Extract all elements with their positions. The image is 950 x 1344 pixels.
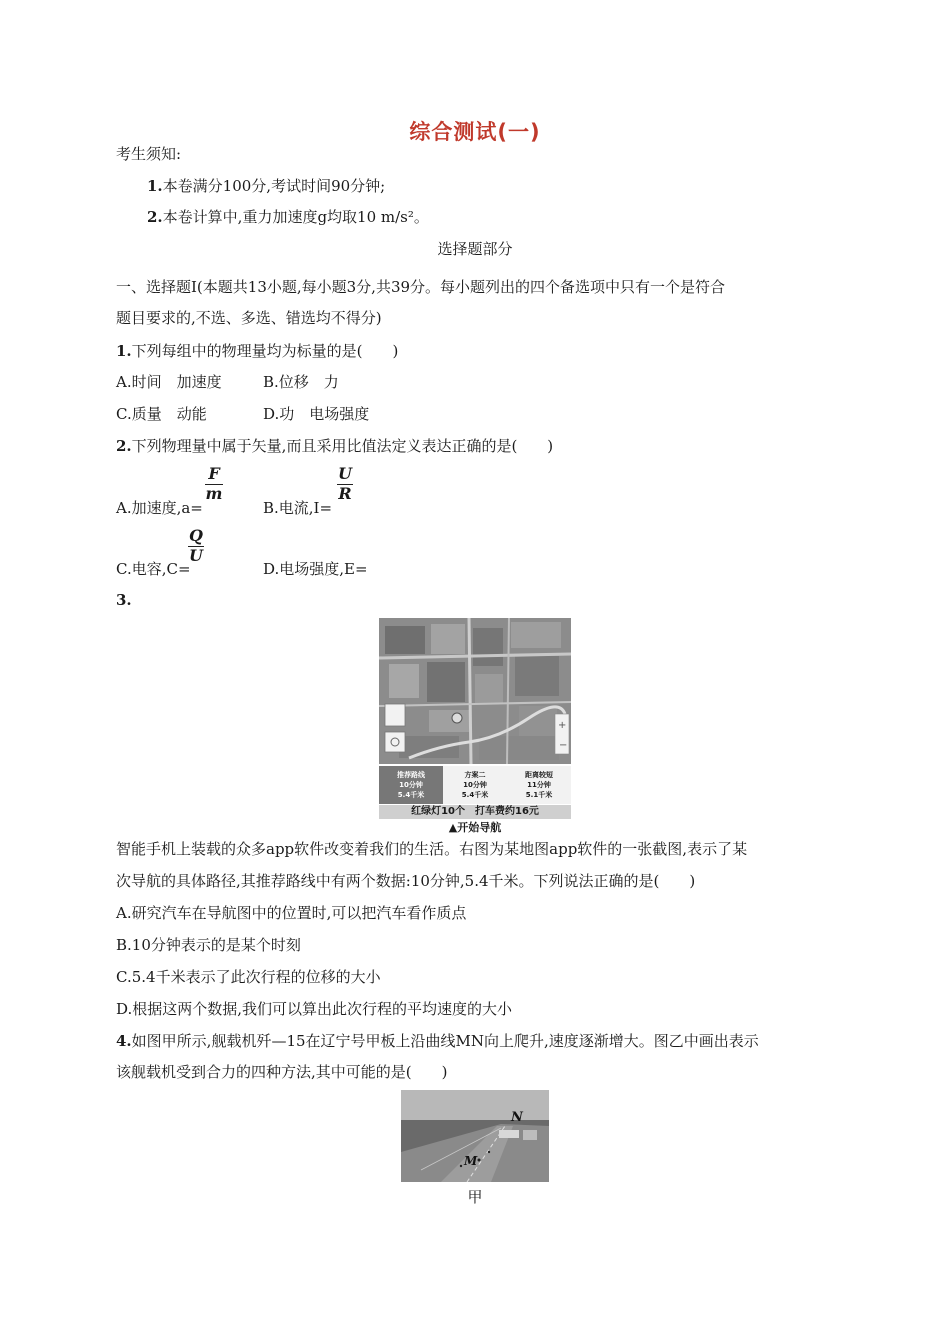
route-name: 方案二	[464, 771, 486, 779]
carrier-deck-image	[401, 1090, 549, 1182]
q4-stem-line-1	[116, 1030, 759, 1051]
q3-option-b: B.10分钟表示的是某个时刻	[116, 936, 301, 954]
q3-number: 3.	[116, 591, 132, 609]
q1-option-b: B.位移 力	[263, 373, 339, 391]
route-option-shorter[interactable]	[507, 766, 571, 804]
q2-b-denominator: R	[338, 484, 352, 503]
q2-option-b: B.电流,I=	[263, 499, 333, 517]
part1-line-1: 一、选择题Ⅰ(本题共13小题,每小题3分,共39分。每小题列出的四个备选项中只有一个是符合	[116, 278, 726, 296]
route-distance: 5.4千米	[397, 791, 425, 799]
q2-option-a-fraction	[205, 464, 223, 503]
q1-stem-text: 下列每组中的物理量均为标量的是( )	[131, 342, 399, 360]
route-name: 距离较短	[525, 771, 553, 779]
q2-c-numerator: Q	[189, 526, 203, 545]
q3-option-d: D.根据这两个数据,我们可以算出此次行程的平均速度的大小	[116, 1000, 513, 1018]
notice-item-2-text: 本卷计算中,重力加速度g均取10 m/s²。	[162, 208, 429, 226]
q2-stem	[116, 435, 553, 456]
start-navigation-button[interactable]	[379, 820, 571, 836]
route-time: 10分钟	[399, 781, 423, 789]
q3-option-c: C.5.4千米表示了此次行程的位移的大小	[116, 968, 381, 986]
q1-option-a: A.时间 加速度	[116, 373, 222, 391]
start-navigation-label: 开始导航	[457, 821, 502, 834]
q2-option-c: C.电容,C=	[116, 560, 191, 578]
q1-number: 1.	[116, 342, 132, 360]
route-time: 10分钟	[463, 781, 487, 789]
q2-c-denominator: U	[189, 546, 203, 565]
q2-a-denominator: m	[205, 484, 223, 503]
part1-line-2: 题目要求的,不选、多选、错选均不得分)	[116, 309, 382, 327]
route-distance: 5.4千米	[461, 791, 489, 799]
route-option-plan-two[interactable]	[443, 766, 507, 804]
q4-stem-text: 如图甲所示,舰载机歼—15在辽宁号甲板上沿曲线MN向上爬升,速度逐渐增大。图乙中画出表示	[131, 1032, 759, 1050]
q4-number: 4.	[116, 1032, 132, 1050]
notice-item-1-number: 1.	[147, 177, 163, 195]
carrier-deck-photo	[401, 1090, 549, 1182]
q1-option-d: D.功 电场强度	[263, 405, 370, 423]
navigation-arrow-icon: ▲	[448, 821, 458, 834]
point-m-label: M	[464, 1154, 478, 1168]
route-info-bar: 红绿灯10个 打车费约16元	[379, 805, 571, 819]
route-name: 推荐路线	[397, 771, 425, 779]
section-title: 选择题部分	[437, 240, 513, 258]
q1-stem	[116, 340, 398, 361]
q3-stem-line-1: 智能手机上装载的众多app软件改变着我们的生活。右图为某地图app软件的一张截图,表示了某	[116, 840, 748, 858]
notice-item-1-text: 本卷满分100分,考试时间90分钟;	[162, 177, 386, 195]
route-time: 11分钟	[527, 781, 551, 789]
notice-item-2-number: 2.	[147, 208, 163, 226]
q2-b-numerator: U	[338, 464, 352, 483]
svg-text:−: −	[559, 740, 568, 751]
notice-item-2	[147, 206, 429, 227]
svg-text:+: +	[558, 720, 567, 731]
q2-option-d: D.电场强度,E=	[263, 560, 368, 578]
q3-stem-line-2: 次导航的具体路径,其推荐路线中有两个数据:10分钟,5.4千米。下列说法正确的是( )	[116, 872, 696, 890]
route-distance: 5.1千米	[525, 791, 553, 799]
route-options	[379, 766, 571, 804]
notice-heading: 考生须知:	[116, 145, 182, 163]
q2-option-a: A.加速度,a=	[116, 499, 203, 517]
q2-option-b-fraction	[337, 464, 353, 503]
q2-option-c-fraction	[188, 526, 204, 565]
point-n-label: N	[511, 1110, 523, 1125]
page-title: 综合测试(一)	[409, 120, 541, 144]
q4-stem-line-2: 该舰载机受到合力的四种方法,其中可能的是( )	[116, 1063, 448, 1081]
map-satellite-image	[379, 618, 571, 764]
figure-caption: 甲	[467, 1188, 483, 1206]
q2-stem-text: 下列物理量中属于矢量,而且采用比值法定义表达正确的是( )	[131, 437, 554, 455]
q1-option-c: C.质量 动能	[116, 405, 207, 423]
map-screenshot	[379, 618, 571, 764]
q3-option-a: A.研究汽车在导航图中的位置时,可以把汽车看作质点	[116, 904, 467, 922]
q2-a-numerator: F	[208, 464, 220, 483]
route-option-recommended[interactable]	[379, 766, 443, 804]
q2-number: 2.	[116, 437, 132, 455]
notice-item-1	[147, 175, 385, 196]
